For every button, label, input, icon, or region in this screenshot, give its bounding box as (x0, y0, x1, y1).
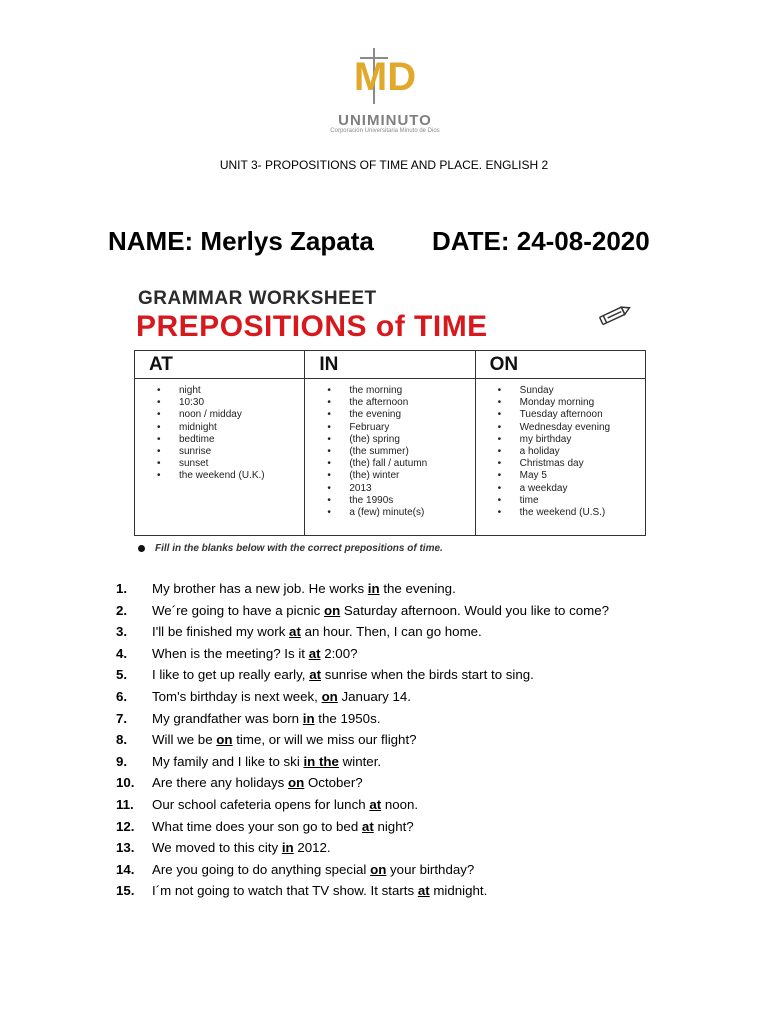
answer-text: on (288, 775, 305, 791)
exercise-number: 8. (116, 732, 128, 748)
exercise-item (116, 621, 609, 643)
exercise-item (116, 837, 609, 859)
pencil-icon (594, 302, 634, 328)
sentence-end: an hour. Then, I can go home. (300, 624, 482, 640)
exercise-item (116, 686, 609, 708)
answer-text: in (367, 581, 380, 596)
worksheet-image (128, 282, 648, 546)
sentence-start: Tom's birthday is next week, (152, 688, 322, 704)
sentence-end: midnight. (429, 883, 488, 899)
exercise-number: 7. (116, 710, 128, 726)
sentence-end: Saturday afternoon. Would you like to come? (340, 602, 610, 618)
exercise-number: 9. (116, 753, 128, 769)
sentence-end: noon. (381, 796, 419, 812)
exercise-number: 6. (116, 688, 128, 704)
answer-text: on (370, 861, 387, 877)
exercise-item (116, 751, 609, 773)
sentence-start: I'll be finished my work (152, 624, 290, 640)
exercise-number: 10. (116, 775, 135, 791)
sentence-end: sunrise when the birds start to sing. (321, 667, 534, 683)
exercise-number: 11. (116, 796, 134, 812)
exercise-number: 14. (116, 861, 135, 877)
prepositions-table (134, 350, 646, 536)
answer-text: on (216, 732, 233, 748)
exercise-number: 4. (116, 645, 128, 661)
instruction-label: Fill in the blanks below with the correct prepositions of time. (155, 543, 443, 554)
answer-text: on (323, 602, 341, 618)
list-item: • sunset (157, 458, 304, 470)
exercise-number: 15. (116, 883, 135, 899)
answer-text: in (281, 840, 294, 856)
sentence-end: time, or will we miss our flight? (232, 732, 417, 748)
exercise-list (116, 578, 609, 902)
column-header: IN (305, 351, 474, 379)
sentence-end: winter. (338, 753, 382, 769)
sentence-start: My family and I like to ski (152, 753, 304, 769)
sentence-end: January 14. (337, 688, 411, 704)
answer-text: at (369, 796, 382, 812)
sentence-end: 2012. (293, 840, 331, 856)
list-item: • Sunday (498, 385, 645, 397)
logo-mark-text: MD (353, 55, 417, 99)
at-list (135, 379, 304, 483)
exercise-item (116, 880, 609, 902)
sentence-start: We moved to this city (152, 840, 282, 856)
exercise-item (116, 708, 609, 730)
list-item: • the evening (327, 409, 474, 421)
sentence-start: What time does your son go to bed (152, 818, 362, 834)
on-column (476, 351, 645, 535)
list-item: • the weekend (U.S.) (498, 507, 645, 519)
list-item: • time (498, 495, 645, 507)
list-item: • bedtime (157, 434, 304, 446)
sentence-start: Are you going to do anything special (152, 861, 371, 877)
exercise-number: 12. (116, 818, 135, 834)
answer-text: at (309, 667, 322, 683)
sentence-start: I like to get up really early, (152, 667, 310, 683)
list-item: • midnight (157, 422, 304, 434)
sentence-end: your birthday? (386, 861, 475, 877)
submission-date: DATE: 24-08-2020 (432, 226, 650, 256)
exercise-number: 13. (116, 840, 135, 856)
list-item: • a weekday (498, 483, 645, 495)
list-item: • a holiday (498, 446, 645, 458)
answer-text: on (321, 688, 338, 704)
answer-text: in the (303, 753, 339, 769)
exercise-item (116, 859, 609, 881)
uniminuto-logo-icon (330, 48, 440, 104)
list-item: • Monday morning (498, 397, 645, 409)
answer-text: in (302, 710, 315, 726)
at-column (135, 351, 305, 535)
list-item: • night (157, 385, 304, 397)
exercise-item (116, 816, 609, 838)
list-item: • the afternoon (327, 397, 474, 409)
sentence-start: Will we be (152, 732, 217, 748)
sentence-start: Our school cafeteria opens for lunch (152, 796, 370, 812)
column-header: AT (135, 351, 304, 379)
list-item: • 2013 (327, 483, 474, 495)
answer-text: at (289, 624, 301, 640)
sentence-end: the 1950s. (314, 710, 381, 726)
instruction-text (138, 543, 443, 554)
column-header: ON (476, 351, 645, 379)
list-item: • May 5 (498, 470, 645, 482)
exercise-item (116, 600, 609, 622)
sentence-end: night? (373, 818, 414, 834)
sentence-start: When is the meeting? Is it (152, 645, 309, 661)
sentence-start: Are there any holidays (152, 775, 289, 791)
exercise-number: 5. (116, 667, 128, 683)
exercise-number: 3. (116, 624, 128, 640)
bullet-icon (138, 545, 145, 552)
list-item: • Wednesday evening (498, 422, 645, 434)
list-item: • the 1990s (327, 495, 474, 507)
in-list (305, 379, 474, 519)
student-name: NAME: Merlys Zapata (108, 226, 374, 256)
exercise-item (116, 772, 609, 794)
sentence-start: We´re going to have a picnic (152, 602, 324, 618)
exercise-item (116, 643, 609, 665)
list-item: • 10:30 (157, 397, 304, 409)
on-list (476, 379, 645, 519)
sentence-start: I´m not going to watch that TV show. It starts (152, 883, 418, 899)
worksheet-heading: PREPOSITIONS of TIME (136, 310, 488, 343)
sentence-start: My grandfather was born (152, 710, 303, 726)
list-item: • my birthday (498, 434, 645, 446)
list-item: • noon / midday (157, 409, 304, 421)
list-item: • the morning (327, 385, 474, 397)
list-item: • (the) fall / autumn (327, 458, 474, 470)
list-item: • (the summer) (327, 446, 474, 458)
exercise-item (116, 794, 609, 816)
exercise-item (116, 729, 609, 751)
worksheet-title: GRAMMAR WORKSHEET (138, 288, 377, 309)
list-item: • (the) winter (327, 470, 474, 482)
list-item: • the weekend (U.K.) (157, 470, 304, 482)
list-item: • sunrise (157, 446, 304, 458)
list-item: • Christmas day (498, 458, 645, 470)
sentence-end: 2:00? (320, 645, 358, 661)
answer-text: at (308, 645, 321, 661)
sentence-end: the evening. (379, 581, 456, 596)
exercise-item (116, 664, 609, 686)
exercise-number: 1. (116, 581, 128, 596)
exercise-number: 2. (116, 602, 128, 618)
sentence-start: My brother has a new job. He works (152, 581, 368, 596)
in-column (305, 351, 475, 535)
list-item: • Tuesday afternoon (498, 409, 645, 421)
logo-subtitle: Corporación Universitaria Minuto de Dios (330, 128, 440, 134)
logo-name: UNIMINUTO (338, 112, 432, 129)
unit-title: UNIT 3- PROPOSITIONS OF TIME AND PLACE. ENGLISH 2 (219, 158, 549, 172)
exercise-item (116, 578, 609, 600)
answer-text: at (361, 818, 374, 834)
answer-text: at (417, 883, 430, 899)
list-item: • a (few) minute(s) (327, 507, 474, 519)
list-item: • (the) spring (327, 434, 474, 446)
list-item: • February (327, 422, 474, 434)
sentence-end: October? (304, 775, 363, 791)
